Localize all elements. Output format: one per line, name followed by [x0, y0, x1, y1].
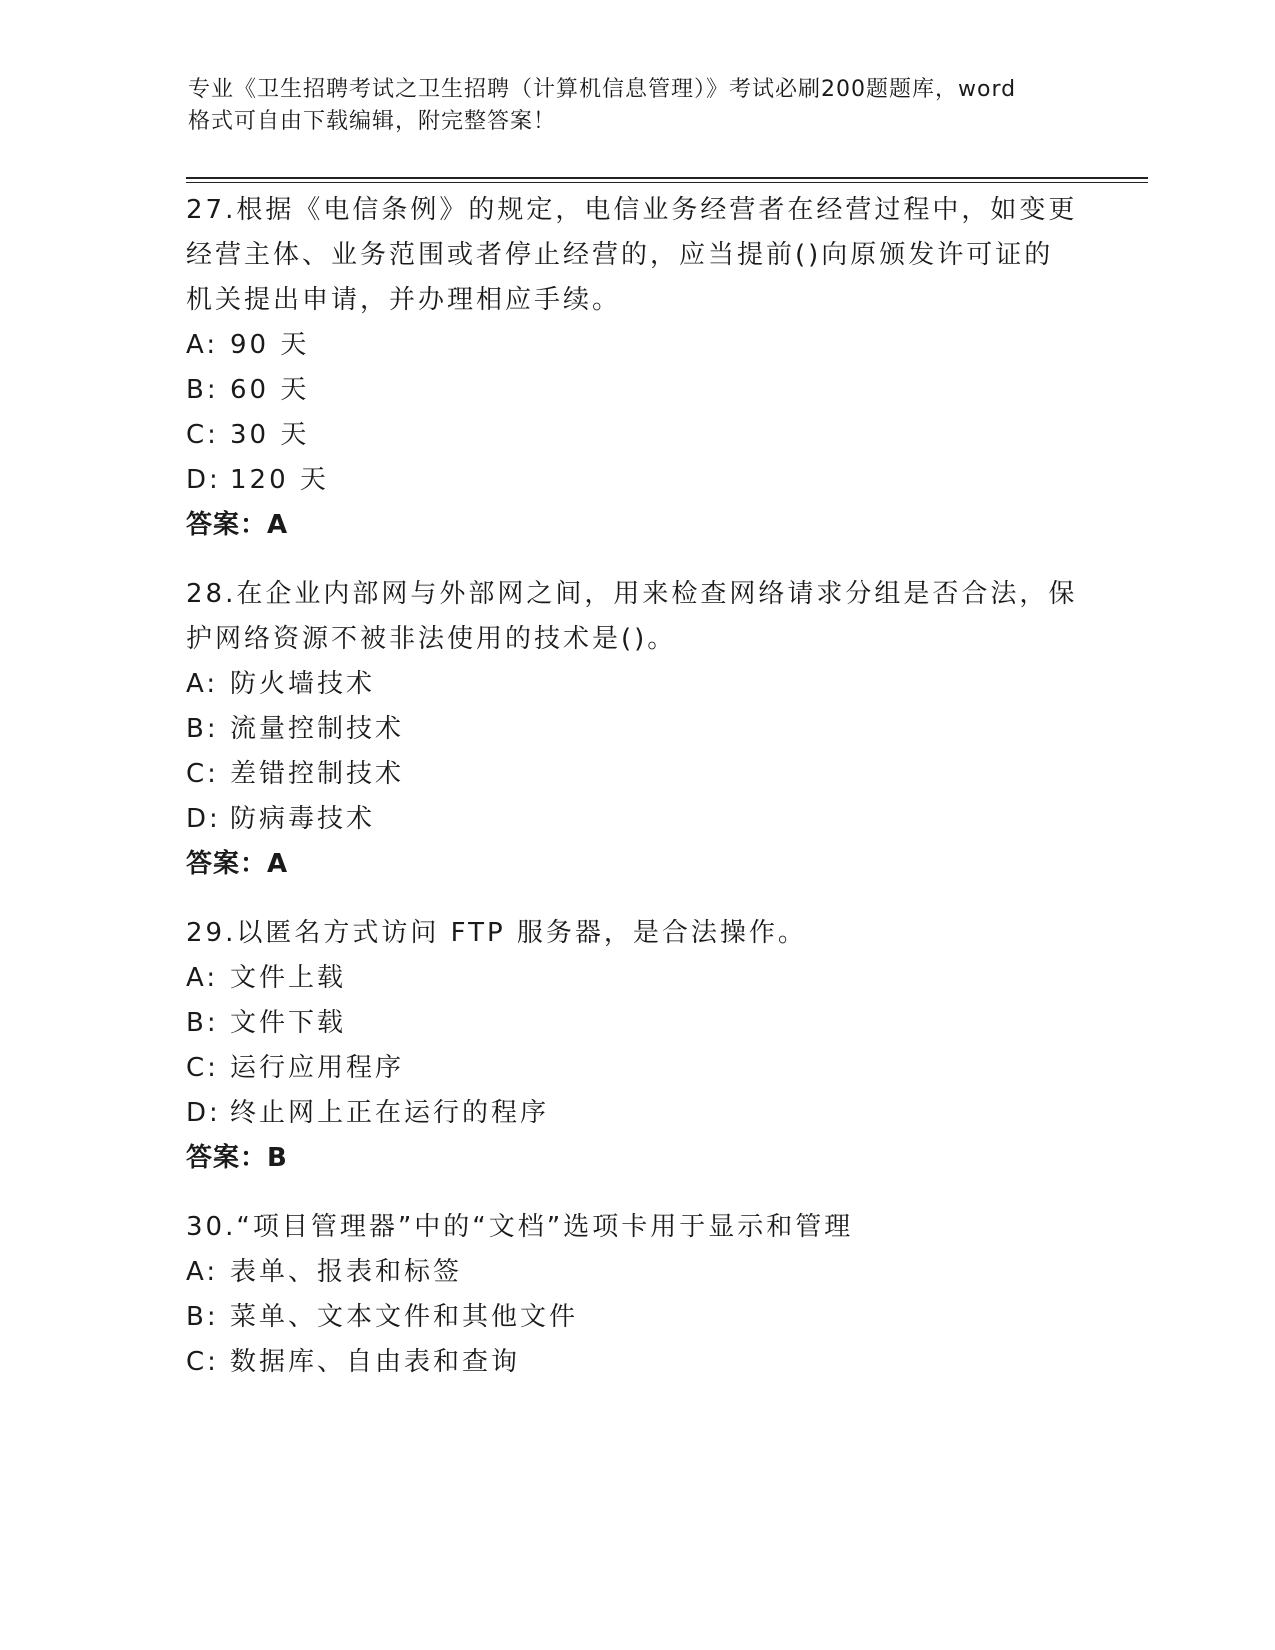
option-text: 120 天	[230, 465, 329, 495]
question-stem-line: 护网络资源不被非法使用的技术是()。	[186, 624, 677, 654]
option-letter: B:	[186, 375, 219, 405]
option-text: 30 天	[230, 420, 310, 450]
question-stem-line: 29.以匿名方式访问 FTP 服务器，是合法操作。	[186, 918, 807, 948]
answer-key: 答案：A	[186, 849, 289, 879]
option-text: 文件上载	[230, 963, 347, 993]
question-stem-line: 28.在企业内部网与外部网之间，用来检查网络请求分组是否合法，保	[186, 579, 1078, 609]
question-list	[186, 188, 1086, 1409]
option-letter: C:	[186, 1347, 219, 1377]
answer-option	[186, 797, 1086, 842]
answer-option	[186, 1001, 1086, 1046]
option-letter: A:	[186, 1257, 219, 1287]
answer-option	[186, 458, 1086, 503]
answer-key: 答案：B	[186, 1143, 288, 1173]
question-stem-line: 30.“项目管理器”中的“文档”选项卡用于显示和管理	[186, 1212, 854, 1242]
option-text: 文件下载	[230, 1008, 347, 1038]
question-stem-line: 27.根据《电信条例》的规定，电信业务经营者在经营过程中，如变更	[186, 195, 1078, 225]
option-text: 终止网上正在运行的程序	[230, 1098, 550, 1128]
answer-option	[186, 1295, 1086, 1340]
option-letter: D:	[186, 804, 221, 834]
answer-option	[186, 323, 1086, 368]
answer-option	[186, 752, 1086, 797]
question-block	[186, 911, 1086, 1181]
option-text: 防病毒技术	[230, 804, 376, 834]
option-text: 防火墙技术	[230, 669, 376, 699]
question-stem-line: 经营主体、业务范围或者停止经营的，应当提前()向原颁发许可证的	[186, 240, 1054, 270]
answer-option	[186, 368, 1086, 413]
question-block	[186, 188, 1086, 548]
option-letter: C:	[186, 759, 219, 789]
header-line-1: 专业《卫生招聘考试之卫生招聘（计算机信息管理）》考试必刷200题题库，word	[188, 77, 1017, 102]
option-letter: B:	[186, 714, 219, 744]
option-text: 60 天	[230, 375, 310, 405]
answer-key: 答案：A	[186, 510, 289, 540]
option-letter: D:	[186, 1098, 221, 1128]
answer-option	[186, 1340, 1086, 1385]
option-letter: B:	[186, 1302, 219, 1332]
option-letter: A:	[186, 963, 219, 993]
option-letter: C:	[186, 420, 219, 450]
option-text: 流量控制技术	[230, 714, 405, 744]
option-text: 90 天	[230, 330, 310, 360]
document-header	[188, 74, 1088, 138]
question-block	[186, 572, 1086, 887]
option-text: 运行应用程序	[230, 1053, 405, 1083]
header-divider-thick	[186, 177, 1148, 179]
answer-option	[186, 956, 1086, 1001]
option-letter: D:	[186, 465, 221, 495]
answer-option	[186, 662, 1086, 707]
option-letter: A:	[186, 330, 219, 360]
option-text: 菜单、文本文件和其他文件	[230, 1302, 579, 1332]
answer-option	[186, 1091, 1086, 1136]
answer-option	[186, 1250, 1086, 1295]
answer-option	[186, 707, 1086, 752]
header-divider-thin	[186, 182, 1148, 183]
option-text: 差错控制技术	[230, 759, 405, 789]
header-line-2: 格式可自由下载编辑，附完整答案！	[188, 109, 557, 134]
answer-option	[186, 1046, 1086, 1091]
option-letter: A:	[186, 669, 219, 699]
option-text: 表单、报表和标签	[230, 1257, 463, 1287]
option-letter: C:	[186, 1053, 219, 1083]
question-stem-line: 机关提出申请，并办理相应手续。	[186, 285, 622, 315]
option-letter: B:	[186, 1008, 219, 1038]
answer-option	[186, 413, 1086, 458]
option-text: 数据库、自由表和查询	[230, 1347, 521, 1377]
question-block	[186, 1205, 1086, 1385]
